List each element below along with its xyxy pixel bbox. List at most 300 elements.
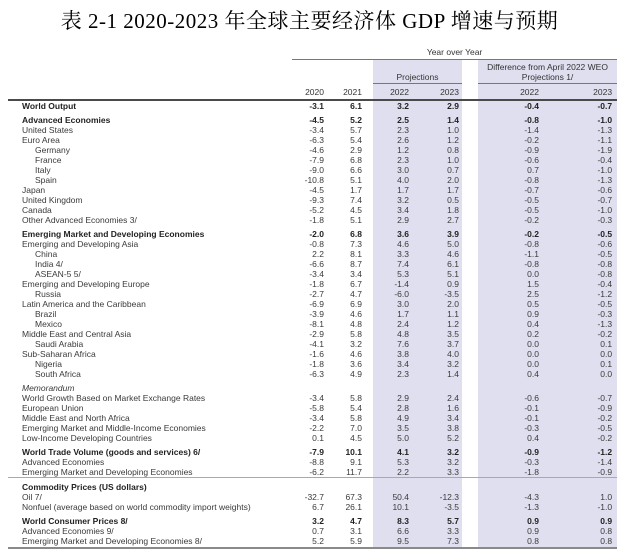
cell-2020: -7.9 [309, 155, 324, 165]
cell-2020: -6.6 [309, 259, 324, 269]
row-label: Spain [35, 175, 57, 185]
cell-2023-diff: -1.1 [597, 135, 613, 145]
cell-2022-proj: 2.3 [397, 125, 409, 135]
header-spacer [462, 60, 478, 84]
cell-2022-proj: 1.2 [397, 145, 409, 155]
row-label: Saudi Arabia [35, 339, 84, 349]
row-label: Nigeria [35, 359, 62, 369]
column-spacer [366, 433, 373, 443]
table-row [8, 339, 617, 349]
cell-2023-proj: 1.7 [447, 185, 459, 195]
table-row [8, 165, 617, 175]
cell-2022-proj: 3.0 [397, 299, 409, 309]
cell-2023-diff: -1.0 [597, 115, 613, 125]
cell-2022-diff: -1.3 [524, 502, 539, 512]
cell-2023-diff: 0.1 [600, 339, 613, 349]
cell-2022-diff: 0.9 [527, 526, 539, 536]
table-row [8, 492, 617, 502]
table-row [8, 289, 617, 299]
table-row [8, 195, 617, 205]
cell-2023-proj: 7.3 [412, 536, 462, 548]
cell-2023-proj: 3.4 [447, 413, 459, 423]
row-label: Emerging Market and Developing Economies 8/ [8, 536, 292, 548]
column-spacer [366, 329, 373, 339]
table-body [8, 100, 617, 548]
column-spacer [462, 492, 478, 502]
cell-2022-proj: 4.8 [397, 329, 409, 339]
cell-2021: 7.0 [350, 423, 362, 433]
cell-2023-proj: -3.5 [444, 289, 459, 299]
cell-2022-proj [373, 478, 412, 493]
row-label: Japan [22, 185, 46, 195]
row-label: World Output [22, 101, 77, 111]
cell-2022-diff: -0.6 [524, 155, 539, 165]
cell-2023-proj: -3.5 [444, 502, 459, 512]
column-spacer [462, 329, 478, 339]
column-spacer [366, 393, 373, 403]
cell-2020: -6.9 [309, 299, 324, 309]
column-spacer [366, 339, 373, 349]
table-row [8, 359, 617, 369]
cell-2022-proj: 7.4 [397, 259, 409, 269]
header-spacer [366, 60, 373, 84]
cell-2020: -6.3 [309, 369, 324, 379]
cell-2022-proj: 2.6 [397, 135, 409, 145]
table-row [8, 379, 617, 393]
cell-2021: 5.8 [350, 329, 362, 339]
row-label: Nonfuel (average based on world commodity import weights) [22, 502, 251, 512]
table-row [8, 478, 617, 493]
cell-2022-diff [478, 379, 542, 393]
cell-2023-diff: -0.4 [597, 279, 613, 289]
column-spacer [462, 403, 478, 413]
cell-2023-diff: -1.4 [597, 457, 613, 467]
table-row [8, 413, 617, 423]
cell-2020: -4.6 [309, 145, 324, 155]
year-col-2023-diff: 2023 [542, 84, 617, 101]
column-spacer [366, 443, 373, 457]
cell-2022-proj: 4.1 [397, 447, 409, 457]
table-row [8, 269, 617, 279]
cell-2022-proj: 3.3 [397, 249, 409, 259]
cell-2020: -8.1 [309, 319, 324, 329]
column-spacer [366, 457, 373, 467]
cell-2023-proj: 3.7 [447, 339, 459, 349]
cell-2022-proj: 2.3 [397, 155, 409, 165]
cell-2023-proj: 1.1 [447, 309, 459, 319]
row-label: Mexico [35, 319, 62, 329]
column-spacer [366, 279, 373, 289]
cell-2022-diff: 0.0 [527, 349, 539, 359]
cell-2023-diff: -0.4 [597, 155, 613, 165]
row-label: Russia [35, 289, 61, 299]
cell-2023-diff: -1.2 [597, 289, 613, 299]
cell-2023-proj: 3.2 [447, 457, 459, 467]
column-spacer [366, 512, 373, 526]
cell-2020: -1.6 [309, 349, 324, 359]
cell-2022-proj: 3.5 [397, 423, 409, 433]
cell-2021: 2.9 [350, 145, 362, 155]
cell-2022-diff: -0.2 [524, 135, 539, 145]
table-caption: 表 2-1 2020-2023 年全球主要经济体 GDP 增速与预期 [60, 9, 559, 33]
cell-2021: 6.9 [350, 299, 362, 309]
row-label: Middle East and North Africa [22, 413, 130, 423]
table-row [8, 215, 617, 225]
cell-2022-diff: -0.9 [524, 447, 539, 457]
column-spacer [366, 467, 373, 478]
cell-2020: -2.0 [309, 229, 324, 239]
column-spacer [366, 526, 373, 536]
cell-2020: 5.2 [292, 536, 330, 548]
column-spacer [462, 289, 478, 299]
cell-2021: 3.1 [350, 526, 362, 536]
table-row [8, 225, 617, 239]
cell-2020: -6.2 [309, 467, 324, 477]
cell-2022-diff: 0.8 [478, 536, 542, 548]
row-label: Emerging Market and Developing Economies [22, 229, 205, 239]
cell-2023-diff: -0.6 [597, 185, 613, 195]
cell-2023-diff: -0.5 [597, 423, 613, 433]
column-spacer [462, 299, 478, 309]
table-row [8, 433, 617, 443]
column-spacer [366, 536, 373, 548]
cell-2021: 7.4 [350, 195, 362, 205]
cell-2023-diff: -0.2 [597, 433, 613, 443]
cell-2021 [330, 379, 366, 393]
cell-2022-diff: 0.9 [527, 516, 539, 526]
header-spacer [8, 84, 292, 101]
column-spacer [462, 135, 478, 145]
table-row [8, 443, 617, 457]
cell-2021: 1.7 [350, 185, 362, 195]
column-spacer [462, 349, 478, 359]
cell-2022-proj: 2.4 [397, 319, 409, 329]
column-spacer [366, 369, 373, 379]
header-subgroup-row [8, 60, 617, 84]
column-spacer [366, 379, 373, 393]
cell-2023-diff: -0.6 [597, 239, 613, 249]
cell-2022-diff: 0.5 [527, 299, 539, 309]
column-spacer [366, 269, 373, 279]
cell-2023-diff: 0.9 [600, 516, 613, 526]
cell-2020: -9.0 [309, 165, 324, 175]
column-spacer [462, 175, 478, 185]
table-row [8, 467, 617, 478]
column-spacer [462, 379, 478, 393]
cell-2023-diff: -0.7 [597, 195, 613, 205]
column-spacer [462, 145, 478, 155]
table-row [8, 125, 617, 135]
cell-2020: -4.5 [309, 185, 324, 195]
row-label: Emerging Market and Middle-Income Economies [22, 423, 206, 433]
difference-header-line1: Difference from April 2022 WEO [487, 62, 608, 72]
table-row [8, 135, 617, 145]
column-spacer [462, 502, 478, 512]
cell-2022-diff: -0.3 [524, 457, 539, 467]
cell-2020: -4.5 [309, 115, 324, 125]
cell-2020: -32.7 [304, 492, 324, 502]
header-spacer [8, 47, 292, 60]
cell-2023-proj: 5.2 [447, 433, 459, 443]
row-label: Euro Area [22, 135, 60, 145]
cell-2023-diff: -1.3 [597, 319, 613, 329]
cell-2021: 4.8 [350, 319, 362, 329]
cell-2023-diff: 0.0 [600, 349, 613, 359]
cell-2023-proj: 6.1 [447, 259, 459, 269]
cell-2021: 6.8 [350, 155, 362, 165]
table-row [8, 309, 617, 319]
header-spacer [330, 60, 366, 84]
cell-2023-diff: -0.5 [597, 229, 613, 239]
cell-2023-diff: -1.9 [597, 145, 613, 155]
header-years-row [8, 84, 617, 101]
cell-2020: -5.2 [309, 205, 324, 215]
cell-2020: -5.8 [309, 403, 324, 413]
cell-2022-proj: 3.4 [397, 205, 409, 215]
cell-2021: 4.7 [350, 289, 362, 299]
cell-2023-proj: 3.3 [447, 526, 459, 536]
row-label: Middle East and Central Asia [22, 329, 132, 339]
row-label: Germany [35, 145, 70, 155]
cell-2023-proj: 1.2 [447, 319, 459, 329]
column-spacer [366, 239, 373, 249]
column-spacer [366, 225, 373, 239]
cell-2022-diff: -0.5 [524, 205, 539, 215]
cell-2021: 5.8 [350, 393, 362, 403]
cell-2020: -2.7 [309, 289, 324, 299]
column-spacer [462, 433, 478, 443]
table-row [8, 249, 617, 259]
header-spacer [8, 60, 292, 84]
column-spacer [366, 135, 373, 145]
cell-2022-proj [373, 379, 412, 393]
cell-2022-diff: -0.8 [524, 115, 539, 125]
cell-2023-diff: -0.7 [597, 393, 613, 403]
cell-2020: -1.8 [309, 279, 324, 289]
row-label: ASEAN-5 5/ [35, 269, 81, 279]
row-label: Canada [22, 205, 52, 215]
cell-2022-diff: -0.2 [524, 229, 539, 239]
column-spacer [366, 111, 373, 125]
row-label: India 4/ [35, 259, 63, 269]
cell-2022-proj: 5.3 [397, 269, 409, 279]
cell-2020: 2.2 [312, 249, 324, 259]
header-spacer [366, 84, 373, 101]
table-row [8, 185, 617, 195]
row-label: World Trade Volume (goods and services) 6/ [22, 447, 201, 457]
cell-2020: -1.8 [309, 215, 324, 225]
cell-2022-proj: 1.7 [397, 185, 409, 195]
column-spacer [462, 205, 478, 215]
cell-2020: 3.2 [312, 516, 324, 526]
table-row [8, 369, 617, 379]
cell-2021: 5.7 [350, 125, 362, 135]
cell-2021 [330, 478, 366, 493]
cell-2020: -0.8 [309, 239, 324, 249]
cell-2023-proj: 2.0 [447, 299, 459, 309]
cell-2023-proj: 5.0 [447, 239, 459, 249]
cell-2022-diff: -0.8 [524, 239, 539, 249]
column-spacer [366, 100, 373, 111]
cell-2022-diff: -0.8 [524, 175, 539, 185]
cell-2021: 5.4 [350, 135, 362, 145]
table-row [8, 457, 617, 467]
cell-2023-diff [542, 478, 617, 493]
cell-2022-proj: 4.0 [397, 175, 409, 185]
cell-2022-diff: 0.0 [527, 269, 539, 279]
column-spacer [462, 369, 478, 379]
cell-2023-proj: 3.9 [447, 229, 459, 239]
cell-2023-proj: 5.1 [447, 269, 459, 279]
column-spacer [366, 165, 373, 175]
column-spacer [366, 403, 373, 413]
column-spacer [462, 309, 478, 319]
column-spacer [462, 393, 478, 403]
column-spacer [366, 185, 373, 195]
column-spacer [366, 249, 373, 259]
cell-2021: 4.7 [350, 516, 362, 526]
cell-2023-diff: -0.9 [597, 403, 613, 413]
cell-2022-diff: 0.4 [527, 369, 539, 379]
table-row [8, 239, 617, 249]
cell-2023-diff: -1.3 [597, 125, 613, 135]
column-spacer [462, 512, 478, 526]
cell-2023-proj: 2.0 [447, 175, 459, 185]
column-spacer [462, 478, 478, 493]
column-spacer [366, 155, 373, 165]
column-spacer [462, 239, 478, 249]
row-label: Low-Income Developing Countries [22, 433, 152, 443]
column-spacer [366, 478, 373, 493]
cell-2022-diff: -0.7 [524, 185, 539, 195]
cell-2022-diff: -1.8 [524, 467, 539, 477]
cell-2020: -6.3 [309, 135, 324, 145]
cell-2023-diff: 0.1 [600, 359, 613, 369]
cell-2023-proj: 0.5 [447, 195, 459, 205]
column-spacer [366, 492, 373, 502]
cell-2022-diff: 0.2 [527, 329, 539, 339]
cell-2021: 67.3 [345, 492, 362, 502]
cell-2023-proj: 3.3 [447, 467, 459, 477]
table-row [8, 512, 617, 526]
cell-2023-proj: 3.2 [447, 447, 459, 457]
cell-2021: 11.7 [346, 467, 362, 477]
column-spacer [366, 299, 373, 309]
row-label: Emerging and Developing Europe [22, 279, 150, 289]
table-row [8, 175, 617, 185]
cell-2022-proj: 5.0 [397, 433, 409, 443]
cell-2023-diff: -1.0 [597, 165, 613, 175]
cell-2021: 4.6 [350, 309, 362, 319]
column-spacer [462, 249, 478, 259]
header-group-row [8, 47, 617, 60]
row-label: World Consumer Prices 8/ [22, 516, 128, 526]
cell-2020: -7.9 [309, 447, 324, 457]
cell-2022-proj: -6.0 [394, 289, 409, 299]
cell-2022-proj: 2.3 [397, 369, 409, 379]
cell-2021: 4.5 [350, 205, 362, 215]
cell-2022-proj: 3.0 [397, 165, 409, 175]
column-spacer [462, 423, 478, 433]
table-row [8, 155, 617, 165]
column-spacer [366, 413, 373, 423]
cell-2022-diff: -0.2 [524, 215, 539, 225]
table-row [8, 279, 617, 289]
row-label: Brazil [35, 309, 57, 319]
row-label: Advanced Economies [22, 115, 111, 125]
cell-2023-proj: 1.4 [447, 115, 459, 125]
cell-2022-proj: 3.8 [397, 349, 409, 359]
cell-2022-proj: 4.6 [397, 239, 409, 249]
cell-2021: 7.3 [350, 239, 362, 249]
cell-2022-diff: -0.1 [524, 413, 539, 423]
cell-2022-diff: 2.5 [527, 289, 539, 299]
table-row [8, 259, 617, 269]
row-label: Memorandum [22, 383, 75, 393]
row-label: United States [22, 125, 74, 135]
gdp-growth-table [8, 47, 617, 549]
cell-2021: 3.6 [350, 359, 362, 369]
row-label: Sub-Saharan Africa [22, 349, 96, 359]
year-col-2023-proj: 2023 [412, 84, 462, 101]
cell-2023-proj: 1.4 [447, 369, 459, 379]
cell-2021: 10.1 [345, 447, 362, 457]
cell-2022-proj: 3.2 [397, 101, 409, 111]
cell-2023-proj: 3.8 [447, 423, 459, 433]
cell-2020 [292, 478, 330, 493]
column-spacer [462, 526, 478, 536]
row-label: European Union [22, 403, 84, 413]
cell-2022-proj: 10.1 [392, 502, 409, 512]
projections-header: Projections [373, 60, 462, 84]
cell-2022-diff: -0.3 [524, 423, 539, 433]
cell-2023-proj: 0.7 [447, 165, 459, 175]
row-label: Emerging Market and Developing Economies [22, 467, 193, 477]
cell-2020: -3.4 [309, 413, 324, 423]
cell-2021: 5.1 [350, 175, 362, 185]
cell-2021: 6.8 [350, 229, 362, 239]
cell-2023-proj: 4.0 [447, 349, 459, 359]
cell-2022-diff: 0.7 [527, 165, 539, 175]
table-row [8, 299, 617, 309]
cell-2023-proj: 2.4 [447, 393, 459, 403]
year-col-2022-proj: 2022 [373, 84, 412, 101]
cell-2020: -1.8 [309, 359, 324, 369]
column-spacer [366, 359, 373, 369]
cell-2020: -8.8 [309, 457, 324, 467]
table-row [8, 205, 617, 215]
row-label: South Africa [35, 369, 81, 379]
difference-header-line2: Projections 1/ [521, 71, 574, 82]
cell-2023-proj: 2.9 [447, 101, 459, 111]
cell-2022-diff: -4.3 [524, 492, 539, 502]
column-spacer [366, 175, 373, 185]
cell-2020: -3.4 [309, 393, 324, 403]
cell-2022-diff: -0.6 [524, 393, 539, 403]
cell-2022-proj: 6.6 [397, 526, 409, 536]
row-label: United Kingdom [22, 195, 83, 205]
cell-2020: -4.1 [309, 339, 324, 349]
row-label: France [35, 155, 62, 165]
cell-2023-diff: -0.9 [597, 467, 613, 477]
cell-2020: -10.8 [304, 175, 324, 185]
column-spacer [462, 215, 478, 225]
cell-2023-diff: -0.2 [597, 413, 613, 423]
cell-2020: -9.3 [309, 195, 324, 205]
cell-2022-diff: -0.4 [524, 101, 539, 111]
row-label: Advanced Economies 9/ [22, 526, 114, 536]
column-spacer [462, 467, 478, 478]
